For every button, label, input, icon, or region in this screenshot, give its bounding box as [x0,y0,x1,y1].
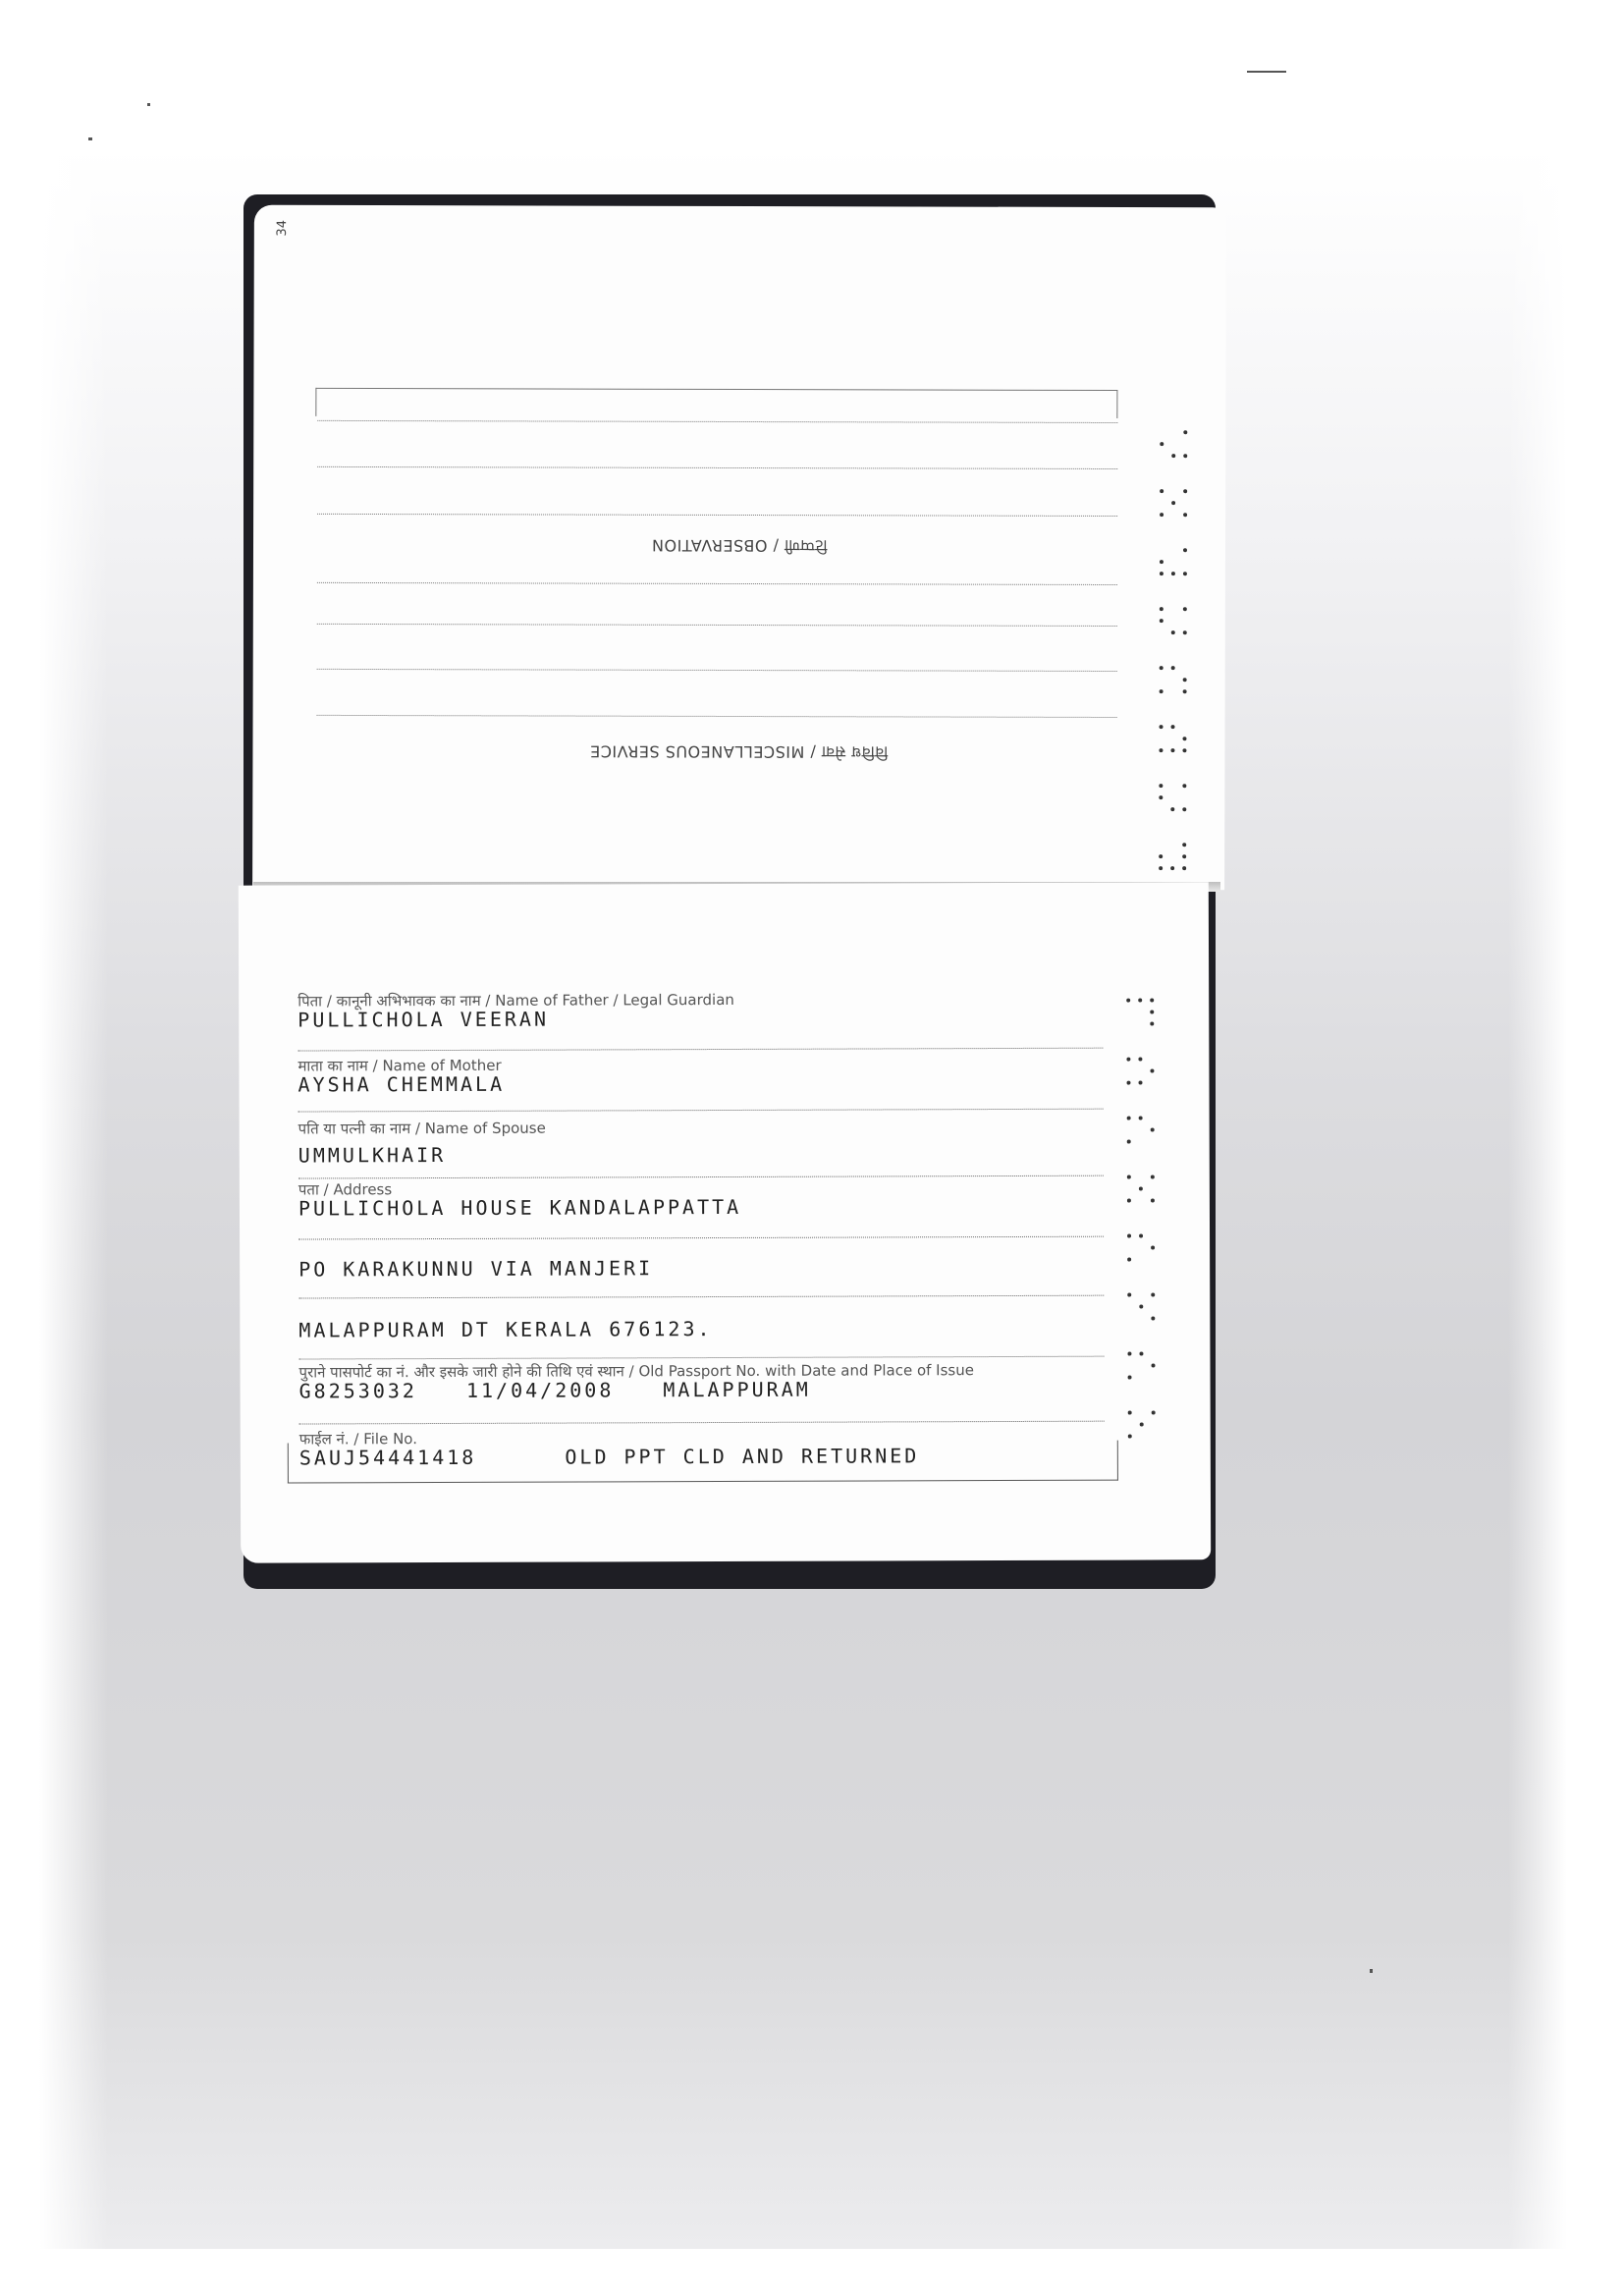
scan-speck [147,103,150,106]
scan-speck [88,137,92,140]
old-passport-issue-place: MALAPPURAM [663,1377,811,1402]
mother-name-field [298,1056,1103,1096]
file-remark: OLD PPT CLD AND RETURNED [565,1444,920,1469]
ruled-line [317,466,1117,469]
address-line-1: PULLICHOLA HOUSE KANDALAPPATTA [298,1194,742,1221]
ruled-line [317,669,1117,672]
scan-speck [1370,1969,1373,1973]
old-passport-issue-date: 11/04/2008 [465,1378,615,1402]
field-divider [298,1048,1103,1052]
mother-name-value: AYSHA CHEMMALA [298,1071,506,1097]
father-name-label: पिता / कानूनी अभिभावक का नाम / Name of Father / Legal Guardian [298,990,734,1011]
writing-box-frame [315,388,1117,418]
spouse-name-field [298,1119,1104,1167]
scan-edge-right [1508,147,1567,2249]
rotated-page-content [252,205,1226,891]
ruled-line [317,715,1117,718]
scan-edge-left [39,147,108,2249]
old-passport-values [299,1378,1105,1402]
father-name-field [298,991,1103,1031]
ruled-line [317,420,1117,423]
field-divider [298,1356,1104,1360]
ruled-line [317,582,1117,585]
address-line-2: PO KARAKUNNU VIA MANJERI [298,1256,654,1282]
ruled-line [317,514,1117,517]
field-divider [298,1295,1104,1299]
passport-page-details [239,882,1211,1562]
file-number-values [299,1445,1105,1469]
field-divider [298,1109,1104,1113]
father-name-value: PULLICHOLA VEERAN [298,1007,550,1032]
address-label: पता / Address [298,1180,393,1199]
address-line-2-row [298,1256,1104,1281]
file-number-label: फाईल नं. / File No. [298,1430,418,1449]
observation-heading: टिप्पणी / OBSERVATION [651,535,828,556]
perforation-number-bottom [1122,990,1164,1461]
spouse-name-value: UMMULKHAIR [298,1142,447,1168]
spouse-name-label: पति या पत्नी का नाम / Name of Spouse [298,1119,546,1138]
page-number: 34 [274,219,290,237]
old-passport-field [299,1362,1105,1402]
mother-name-label: माता का नाम / Name of Mother [298,1056,502,1075]
address-line-3-row [298,1317,1104,1341]
field-divider [299,1421,1105,1425]
passport-page-observation [252,205,1226,891]
old-passport-number: G8253032 [298,1379,417,1403]
misc-service-heading: विविध सेवा / MISCELLANEOUS SERVICE [589,741,889,762]
file-number-value: SAUJ54441418 [298,1445,477,1470]
old-passport-label: पुराने पासपोर्ट का नं. और इसके जारी होने की तिथि एवं स्थान / Old Passport No. with Date and Place of Issue [298,1361,974,1382]
perforation-dots [1122,990,1164,1461]
scan-speck [1247,71,1286,73]
file-number-field [299,1429,1105,1469]
address-line-3: MALAPPURAM DT KERALA 676123. [298,1317,713,1342]
perforation-number [1151,426,1191,878]
field-divider [298,1175,1104,1179]
address-field [298,1179,1104,1220]
field-divider [298,1236,1104,1240]
ruled-line [317,624,1117,627]
perforation-dots [1151,426,1191,878]
